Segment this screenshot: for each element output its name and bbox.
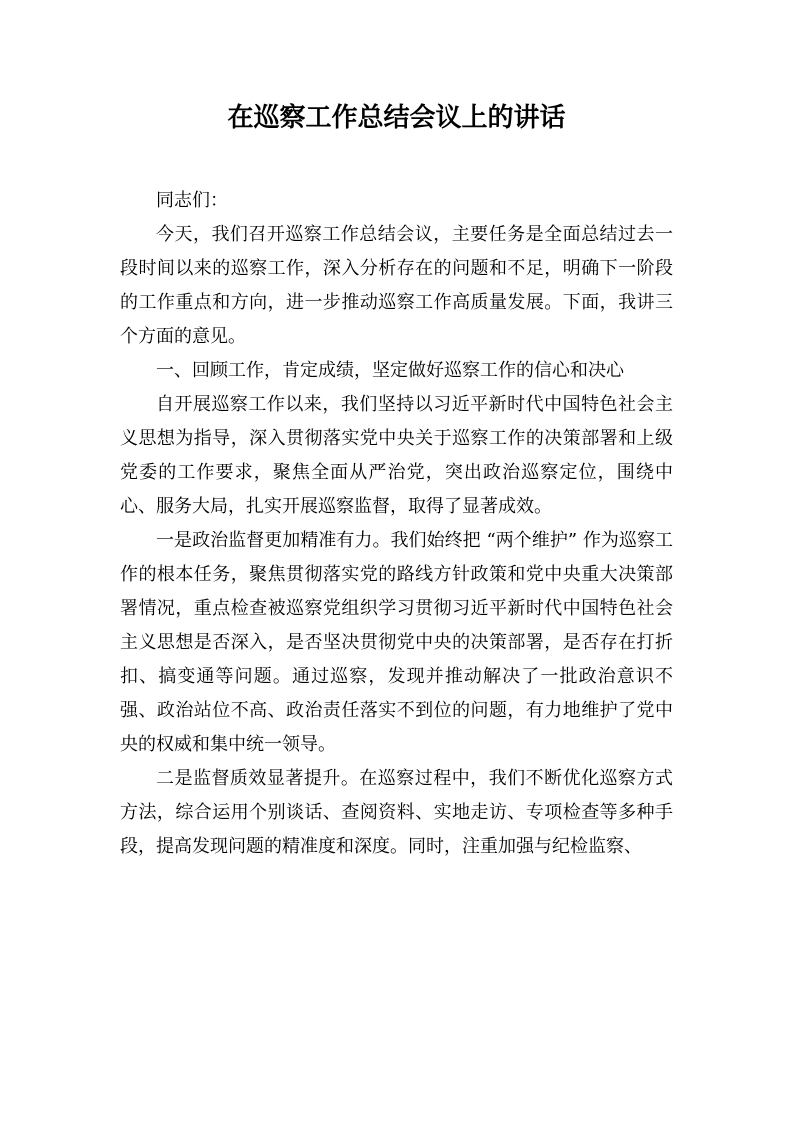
- body-paragraph: 一是政治监督更加精准有力。我们始终把 “两个维护” 作为巡察工作的根本任务，聚焦贯彻落实党的路线方针政策和党中央重大决策部署情况，重点检查被巡察党组织学习贯彻习近平新时代中国特色社会主义思想是否深入，是否坚决贯彻党中央的决策部署，是否存在打折扣、搞变通等问题。通过巡察，发现并推动解决了一批政治意识不强、政治站位不高、政治责任落实不到位的问题，有力地维护了党中央的权威和集中统一领导。: [120, 530, 673, 755]
- body-paragraph: 今天，我们召开巡察工作总结会议，主要任务是全面总结过去一段时间以来的巡察工作，深入分析存在的问题和不足，明确下一阶段的工作重点和方向，进一步推动巡察工作高质量发展。下面，我讲三个方面的意见。: [120, 224, 673, 347]
- salutation: 同志们：: [156, 190, 228, 211]
- body-paragraph: 二是监督质效显著提升。在巡察过程中，我们不断优化巡察方式方法，综合运用个别谈话、查阅资料、实地走访、专项检查等多种手段，提高发现问题的精准度和深度。同时，注重加强与纪检监察、: [120, 768, 673, 857]
- document-title: 在巡察工作总结会议上的讲话: [227, 103, 566, 133]
- body-paragraph: 自开展巡察工作以来，我们坚持以习近平新时代中国特色社会主义思想为指导，深入贯彻落实党中央关于巡察工作的决策部署和上级党委的工作要求，聚焦全面从严治党，突出政治巡察定位，围绕中心、服务大局，扎实开展巡察监督，取得了显著成效。: [120, 394, 673, 517]
- section-heading: 一、回顾工作，肯定成绩，坚定做好巡察工作的信心和决心: [156, 360, 624, 381]
- document-body: [120, 184, 673, 864]
